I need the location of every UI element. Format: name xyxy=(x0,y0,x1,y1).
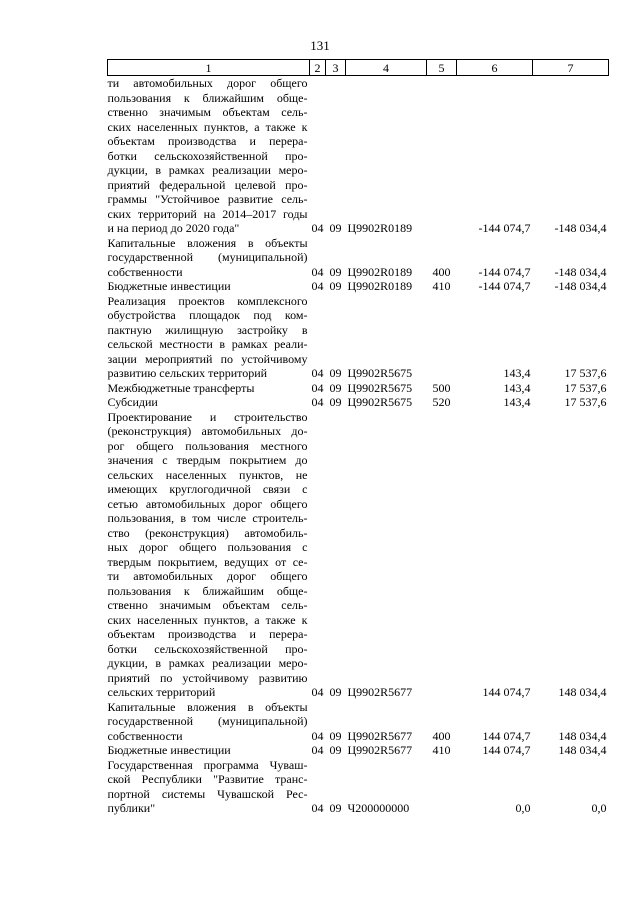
row-name-line: пользования к ближайшим обще- xyxy=(107,90,308,105)
subsection-code: 09 xyxy=(329,685,342,699)
amount-year-2: 0,0 xyxy=(591,801,607,815)
table-row xyxy=(108,279,609,294)
amount-year-2: 17 537,6 xyxy=(564,366,607,380)
subsection-code: 09 xyxy=(329,743,342,757)
expense-type-code xyxy=(427,410,457,700)
amount-year-1: 144 074,7 xyxy=(482,743,531,757)
row-name-line: ных дорог общего пользования с xyxy=(107,540,308,554)
row-name-line: развитию сельских территорий xyxy=(107,366,268,380)
row-name-line: сельских населенных пунктов, не xyxy=(107,467,308,482)
row-name-line: публики" xyxy=(107,801,156,815)
expense-type-code xyxy=(427,294,457,381)
row-name-line: имеющих круглогодичной связи с xyxy=(107,482,308,496)
expense-type-code: 400 xyxy=(432,264,451,279)
table-row xyxy=(108,76,609,236)
amount-year-2: 17 537,6 xyxy=(564,395,607,409)
subsection-code: 09 xyxy=(329,801,342,815)
section-code: 04 xyxy=(311,279,324,293)
row-name-line: рог общего пользования местного xyxy=(107,438,308,453)
row-name-line: объектам производства и перера- xyxy=(107,134,308,148)
amount-year-2: 148 034,4 xyxy=(558,728,607,743)
table-header-row xyxy=(108,60,609,76)
budget-table xyxy=(107,59,609,816)
row-name-line: ских населенных пунктов, а также к xyxy=(107,612,308,627)
row-name-line: Субсидии xyxy=(107,395,158,409)
section-code: 04 xyxy=(311,380,324,395)
row-name-line: значения с твердым покрытием до xyxy=(107,453,308,467)
amount-year-2: -148 034,4 xyxy=(554,279,607,293)
amount-year-1: 143,4 xyxy=(503,395,531,409)
table-row xyxy=(108,758,609,816)
table-row xyxy=(108,381,609,396)
row-name xyxy=(108,236,310,280)
row-name-line: объектам производства и перера- xyxy=(107,627,308,641)
row-name-line: пользования, в том числе строитель- xyxy=(107,511,308,525)
row-name-line: ботки сельскохозяйственной про- xyxy=(107,148,308,163)
row-name-line: твердым покрытием, ведущих от се- xyxy=(107,554,308,569)
row-name-line: пактную жилищную застройку в xyxy=(107,322,308,337)
table-row xyxy=(108,743,609,758)
table-row xyxy=(108,294,609,381)
target-article-code: Ц9902R0189 xyxy=(347,279,413,293)
row-name-line: приятий по устойчивому развитию xyxy=(107,670,308,685)
amount-year-2: 17 537,6 xyxy=(564,380,607,395)
subsection-code: 09 xyxy=(329,264,342,279)
row-name-line: сельских территорий xyxy=(107,685,216,699)
row-name xyxy=(108,279,310,294)
header-col-1: 1 xyxy=(108,60,310,76)
row-name-line: ственно значимым объектам сель- xyxy=(107,598,308,612)
row-name-line: собственности xyxy=(107,728,183,743)
target-article-code: Ц9902R0189 xyxy=(347,264,413,279)
expense-type-code xyxy=(427,758,457,816)
row-name xyxy=(108,294,310,381)
row-name-line: Бюджетные инвестиции xyxy=(107,279,231,293)
expense-type-code: 400 xyxy=(432,728,451,743)
expense-type-code: 410 xyxy=(432,743,451,757)
table-row xyxy=(108,395,609,410)
row-name-line: Реализация проектов комплексного xyxy=(107,293,308,308)
row-name-line: зации мероприятий по устойчивому xyxy=(107,351,308,366)
header-col-3: 3 xyxy=(326,60,346,76)
amount-year-1: 144 074,7 xyxy=(482,685,531,699)
row-name-line: ти автомобильных дорог общего xyxy=(107,76,308,90)
row-name xyxy=(108,76,310,236)
amount-year-2: -148 034,4 xyxy=(554,221,607,235)
amount-year-1: 144 074,7 xyxy=(482,728,531,743)
subsection-code: 09 xyxy=(329,380,342,395)
subsection-code: 09 xyxy=(329,366,342,380)
row-name-line: Капитальные вложения в объекты xyxy=(107,235,308,250)
amount-year-1: 143,4 xyxy=(503,366,531,380)
amount-year-2: 148 034,4 xyxy=(558,743,607,757)
target-article-code: Ц9902R5677 xyxy=(347,728,413,743)
expense-type-code: 500 xyxy=(432,380,451,395)
row-name-line: портной системы Чувашской Рес- xyxy=(107,786,308,801)
subsection-code: 09 xyxy=(329,395,342,409)
subsection-code: 09 xyxy=(329,279,342,293)
header-col-4: 4 xyxy=(346,60,427,76)
row-name xyxy=(108,743,310,758)
table-row xyxy=(108,410,609,700)
row-name-line: Бюджетные инвестиции xyxy=(107,743,231,757)
amount-year-1: -144 074,7 xyxy=(478,221,531,235)
table-row xyxy=(108,700,609,744)
page-number: 131 xyxy=(310,38,330,53)
row-name-line: Капитальные вложения в объекты xyxy=(107,699,308,714)
row-name-line: (реконструкция) автомобильных до- xyxy=(107,424,308,438)
row-name-line: государственной (муниципальной) xyxy=(107,250,308,264)
header-col-5: 5 xyxy=(427,60,457,76)
section-code: 04 xyxy=(311,366,324,380)
section-code: 04 xyxy=(311,685,324,699)
row-name-line: ственно значимым объектам сель- xyxy=(107,105,308,119)
row-name-line: Государственная программа Чуваш- xyxy=(107,757,308,772)
target-article-code: Ц9902R5677 xyxy=(347,685,413,699)
header-col-6: 6 xyxy=(457,60,533,76)
expense-type-code: 520 xyxy=(432,395,451,409)
row-name-line: ботки сельскохозяйственной про- xyxy=(107,641,308,656)
amount-year-1: 143,4 xyxy=(503,380,531,395)
row-name-line: сельской местности в рамках реали- xyxy=(107,337,308,351)
target-article-code: Ц9902R0189 xyxy=(347,221,413,235)
row-name-line: Проектирование и строительство xyxy=(107,409,308,424)
section-code: 04 xyxy=(311,221,324,235)
row-name-line: собственности xyxy=(107,264,183,279)
table-row xyxy=(108,236,609,280)
section-code: 04 xyxy=(311,264,324,279)
amount-year-2: -148 034,4 xyxy=(554,264,607,279)
target-article-code: Ц9902R5675 xyxy=(347,380,413,395)
amount-year-2: 148 034,4 xyxy=(558,685,607,699)
section-code: 04 xyxy=(311,801,324,815)
amount-year-1: -144 074,7 xyxy=(478,279,531,293)
row-name-line: ских населенных пунктов, а также к xyxy=(107,119,308,134)
row-name-line: дукции, в рамках реализации меро- xyxy=(107,163,308,177)
target-article-code: Ц9902R5675 xyxy=(347,366,413,380)
header-col-7: 7 xyxy=(533,60,609,76)
row-name-line: обустройства площадок под ком- xyxy=(107,308,308,322)
row-name-line: дукции, в рамках реализации меро- xyxy=(107,656,308,670)
target-article-code: Ч200000000 xyxy=(347,801,410,815)
target-article-code: Ц9902R5677 xyxy=(347,743,413,757)
expense-type-code: 410 xyxy=(432,279,451,293)
row-name-line: ских территорий на 2014–2017 годы xyxy=(107,206,308,221)
amount-year-1: 0,0 xyxy=(515,801,531,815)
row-name-line: сетью автомобильных дорог общего xyxy=(107,496,308,511)
row-name xyxy=(108,381,310,396)
subsection-code: 09 xyxy=(329,728,342,743)
row-name xyxy=(108,758,310,816)
row-name-line: пользования к ближайшим обще- xyxy=(107,583,308,598)
header-col-2: 2 xyxy=(310,60,326,76)
row-name xyxy=(108,410,310,700)
row-name-line: граммы "Устойчивое развитие сель- xyxy=(107,192,308,206)
row-name-line: ство (реконструкция) автомобиль- xyxy=(107,525,308,540)
row-name xyxy=(108,395,310,410)
section-code: 04 xyxy=(311,395,324,409)
row-name-line: Межбюджетные трансферты xyxy=(107,380,255,395)
section-code: 04 xyxy=(311,728,324,743)
subsection-code: 09 xyxy=(329,221,342,235)
row-name-line: ти автомобильных дорог общего xyxy=(107,569,308,583)
target-article-code: Ц9902R5675 xyxy=(347,395,413,409)
table-body xyxy=(108,76,609,816)
expense-type-code xyxy=(427,76,457,236)
row-name-line: государственной (муниципальной) xyxy=(107,714,308,728)
amount-year-1: -144 074,7 xyxy=(478,264,531,279)
row-name-line: и на период до 2020 года" xyxy=(107,221,240,235)
row-name-line: ской Республики "Развитие транс- xyxy=(107,772,308,786)
row-name-line: приятий федеральной целевой про- xyxy=(107,177,308,192)
section-code: 04 xyxy=(311,743,324,757)
row-name xyxy=(108,700,310,744)
